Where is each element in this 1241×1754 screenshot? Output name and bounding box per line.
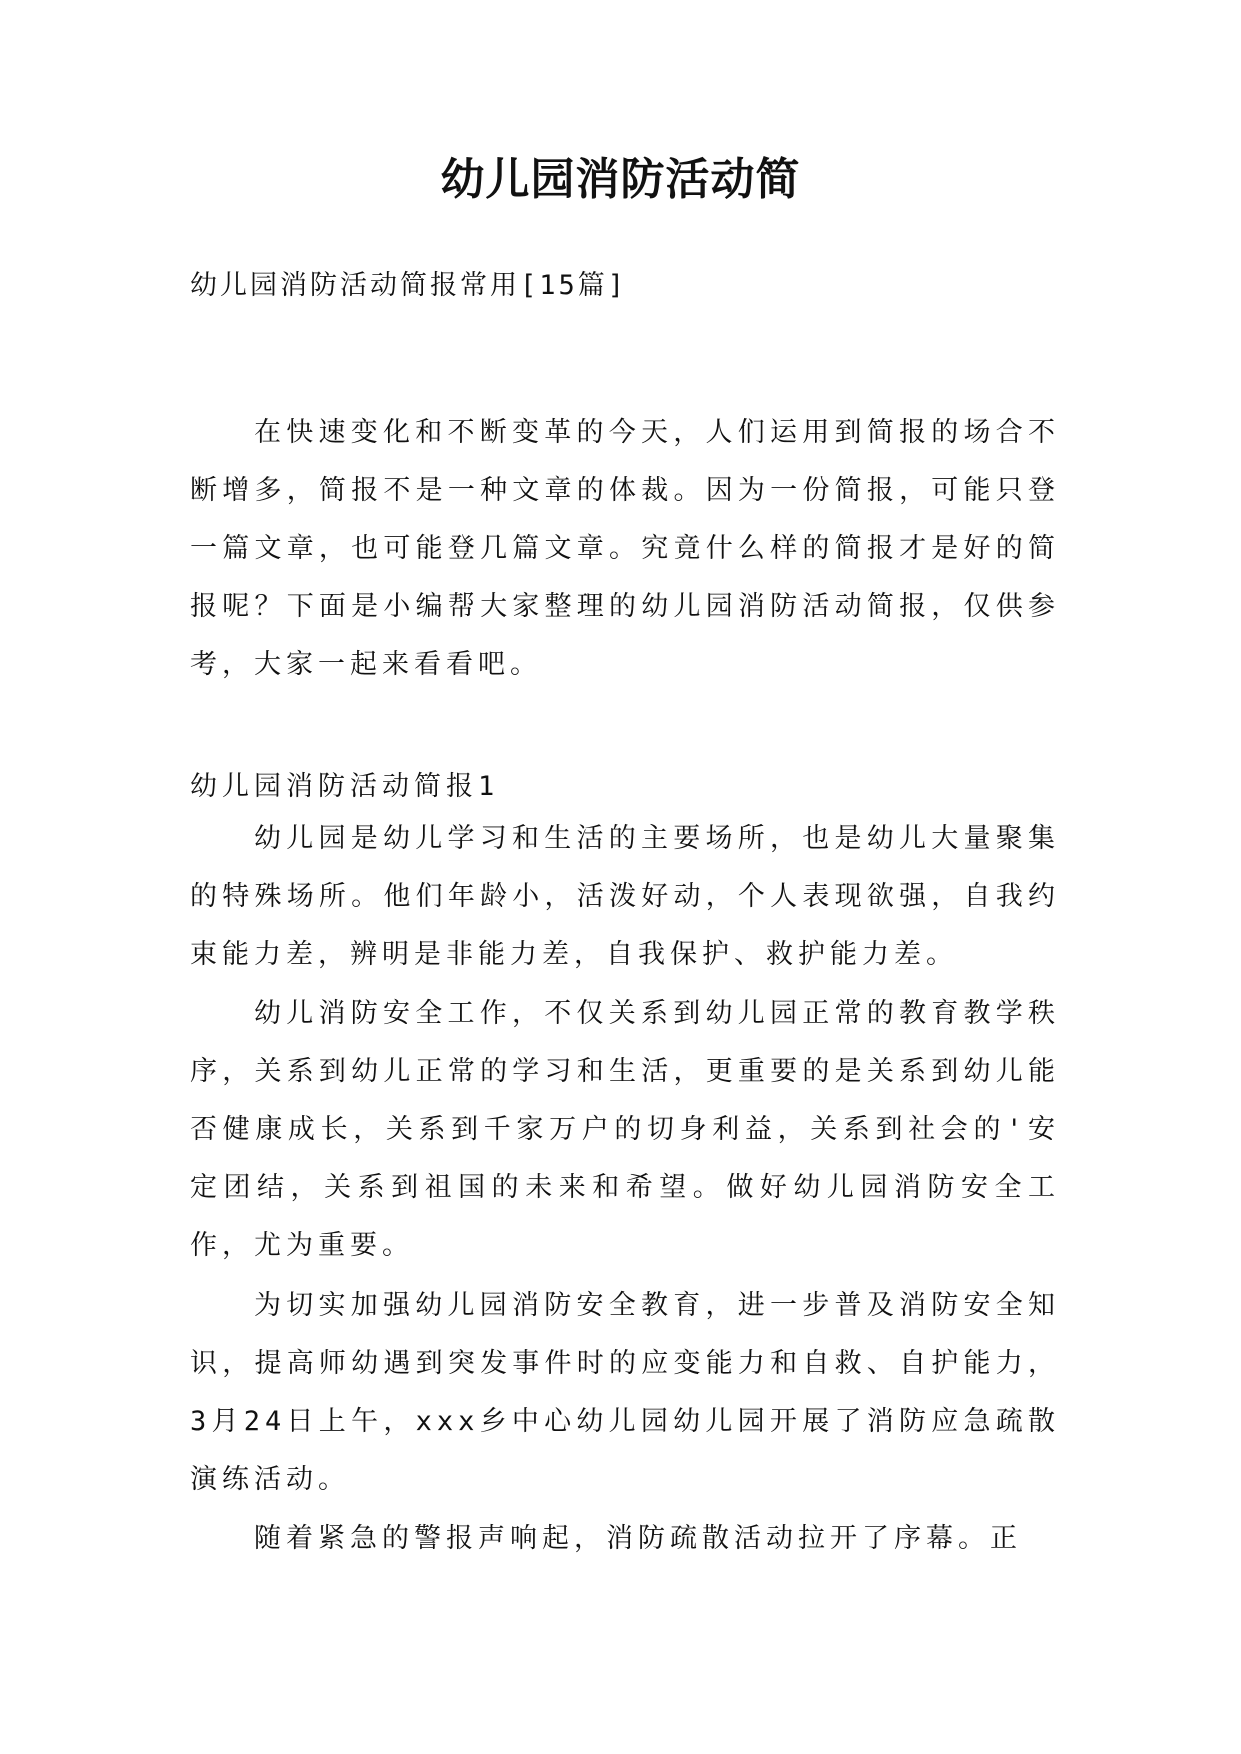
body-paragraph: 随着紧急的警报声响起，消防疏散活动拉开了序幕。正 (254, 1523, 1022, 1554)
document-title: 幼儿园消防活动简 (440, 154, 801, 205)
section-heading: 幼儿园消防活动简报1 (190, 771, 500, 802)
document-subtitle: 幼儿园消防活动简报常用[15篇] (190, 270, 628, 301)
intro-paragraph: 在快速变化和不断变革的今天，人们运用到简报的场合不断增多，简报不是一种文章的体裁。因为一份简报，可能只登一篇文章，也可能登几篇文章。究竟什么样的简报才是好的简报呢？下面是小编帮大家整理的幼儿园消防活动简报，仅供参考，大家一起来看看吧。 (190, 417, 1060, 680)
body-paragraph: 幼儿园是幼儿学习和生活的主要场所，也是幼儿大量聚集的特殊场所。他们年龄小，活泼好动，个人表现欲强，自我约束能力差，辨明是非能力差，自我保护、救护能力差。 (190, 823, 1060, 970)
body-paragraph: 幼儿消防安全工作，不仅关系到幼儿园正常的教育教学秩序，关系到幼儿正常的学习和生活，更重要的是关系到幼儿能否健康成长，关系到千家万户的切身利益，关系到社会的'安定团结，关系到祖国的未来和希望。做好幼儿园消防安全工作，尤为重要。 (190, 998, 1060, 1261)
body-paragraph: 为切实加强幼儿园消防安全教育，进一步普及消防安全知识，提高师幼遇到突发事件时的应变能力和自救、自护能力，3月24日上午，xxx乡中心幼儿园幼儿园开展了消防应急疏散演练活动。 (190, 1290, 1060, 1495)
